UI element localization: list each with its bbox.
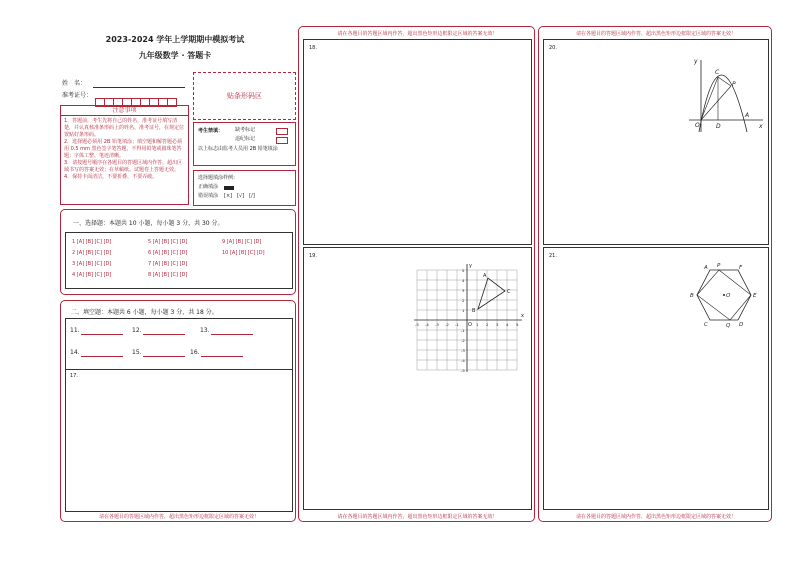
- center-point: [723, 294, 725, 296]
- q19-label: 19.: [309, 253, 317, 259]
- x-tick: 3: [496, 322, 499, 327]
- choice-q2[interactable]: 2 [A] [B] [C] [D]: [72, 250, 112, 256]
- barcode-label: 贴条形码区: [227, 92, 262, 100]
- point-p-label: P: [732, 81, 736, 88]
- fill-q14[interactable]: 14.: [70, 349, 123, 357]
- notice-title: 注意事项: [61, 106, 188, 116]
- x-axis-label: x: [759, 123, 763, 130]
- vertex-d-label: D: [739, 322, 744, 328]
- section2-answer-area: [65, 318, 293, 512]
- triangle-abc: [478, 278, 505, 309]
- y-tick: 2: [462, 298, 465, 303]
- y-axis-label: y: [694, 58, 698, 65]
- violation-mark-label: 违纪标记: [235, 136, 256, 142]
- card-subtitle: 九年级数学 · 答题卡: [138, 51, 212, 60]
- q17-label: 17.: [70, 373, 78, 379]
- q19-answer-area: [303, 247, 532, 510]
- exam-marks-note: 以上标志由监考人员用 2B 铅笔填涂: [198, 146, 278, 152]
- choice-q6[interactable]: 6 [A] [B] [C] [D]: [148, 250, 188, 256]
- fill-example-title: 选择题填涂样例：: [198, 175, 239, 181]
- barcode-area: [193, 72, 296, 120]
- name-line[interactable]: [93, 87, 185, 88]
- absent-mark-label: 缺考标记: [235, 127, 256, 133]
- vertex-c-label: C: [704, 322, 708, 328]
- y-tick: 1: [462, 308, 465, 313]
- y-tick: 5: [462, 268, 465, 273]
- q19-coordinate-grid: [412, 260, 527, 375]
- x-tick: 5: [516, 322, 519, 327]
- x-tick: -1: [455, 322, 459, 327]
- choice-q3[interactable]: 3 [A] [B] [C] [D]: [72, 261, 112, 267]
- line-oc: [701, 77, 718, 120]
- y-tick: 3: [462, 288, 465, 293]
- point-b-label: B: [472, 308, 476, 314]
- point-p-label: P: [717, 263, 721, 269]
- section2-box: [60, 300, 296, 522]
- parabola-curve: [699, 75, 750, 132]
- x-tick: -4: [425, 322, 429, 327]
- origin-label: O: [468, 322, 472, 328]
- q21-answer-area: [543, 247, 769, 510]
- origin-label: O: [695, 122, 700, 129]
- choice-q1[interactable]: 1 [A] [B] [C] [D]: [72, 239, 112, 245]
- y-tick: -1: [461, 328, 465, 333]
- notice-item: 1．答题前，考生先将自己的姓名，准考证号填写清楚，并认真核准条形码上的姓名、准考证号，在规定位置贴好条形码。: [64, 118, 185, 138]
- choice-q9[interactable]: 9 [A] [B] [C] [D]: [222, 239, 262, 245]
- fill-q15[interactable]: 15.: [132, 349, 185, 357]
- y-tick: -3: [461, 348, 465, 353]
- fill-q16[interactable]: 16.: [190, 349, 243, 357]
- point-c-label: C: [715, 69, 720, 76]
- choice-q10[interactable]: 10 [A] [B] [C] [D]: [222, 250, 265, 256]
- exam-marks-box: [193, 122, 296, 166]
- q21-hexagon-figure: [684, 260, 768, 328]
- notice-item: 4．保持卡面清洁，不要折叠、不要弄破。: [64, 174, 158, 180]
- choice-q7[interactable]: 7 [A] [B] [C] [D]: [148, 261, 188, 267]
- area-notice: 请在各题目的答题区域内作答，超出黑色矩形边框限定区域的答案无效！: [337, 514, 498, 520]
- q18-answer-area: [303, 39, 532, 245]
- line-cp: [718, 77, 731, 86]
- area-notice: 请在各题目的答题区域内作答，超出黑色矩形边框限定区域的答案无效！: [98, 514, 259, 520]
- vertex-a-label: A: [704, 265, 708, 271]
- x-tick: -3: [435, 322, 439, 327]
- choice-q5[interactable]: 5 [A] [B] [C] [D]: [148, 239, 188, 245]
- point-a-label: A: [483, 273, 487, 279]
- id-label: 准考证号：: [62, 92, 93, 99]
- vertex-f-label: F: [739, 265, 743, 271]
- area-notice: 请在各题目的答题区域内作答，超出黑色矩形边框限定区域的答案无效！: [337, 31, 498, 37]
- violation-mark-box[interactable]: [276, 137, 288, 144]
- x-tick: 1: [476, 322, 479, 327]
- q17-divider: [66, 369, 292, 370]
- wrong-fill-label: 错误填涂: [198, 193, 219, 199]
- section1-box: [60, 209, 296, 295]
- correct-fill-label: 正确填涂: [198, 184, 219, 190]
- exam-title: 2023-2024 学年上学期期中模拟考试: [105, 35, 245, 44]
- q18-label: 18.: [309, 45, 317, 51]
- vertex-b-label: B: [690, 293, 694, 299]
- name-label: 姓 名：: [62, 80, 87, 87]
- x-tick: -5: [415, 322, 419, 327]
- fill-q12[interactable]: 12.: [132, 327, 185, 335]
- fill-example-box: [193, 170, 296, 206]
- absent-mark-box[interactable]: [276, 128, 288, 135]
- y-axis-label: y: [469, 263, 472, 269]
- fill-q11[interactable]: 11.: [70, 327, 123, 335]
- section2-title: 二、填空题：本题共 6 小题，每小题 3 分，共 18 分。: [71, 309, 218, 316]
- x-tick: 2: [486, 322, 489, 327]
- choice-q8[interactable]: 8 [A] [B] [C] [D]: [148, 272, 188, 278]
- vertex-e-label: E: [753, 293, 757, 299]
- point-c-label: C: [507, 289, 511, 295]
- notice-box: [60, 105, 189, 205]
- fill-q13[interactable]: 13.: [200, 327, 253, 335]
- exam-marks-label: 考生禁填：: [198, 128, 224, 134]
- right-panel: [538, 26, 772, 522]
- area-notice: 请在各题目的答题区域内作答，超出黑色矩形边框限定区域的答案无效！: [575, 514, 736, 520]
- notice-item: 2．选择题必须用 2B 铅笔填涂；填空题和解答题必须用 0.5 mm 黑色签字笔答题，不得用铅笔或圆珠笔答题；字体工整、笔迹清晰。: [64, 139, 182, 159]
- area-notice: 请在各题目的答题区域内作答，超出黑色矩形边框限定区域的答案无效！: [575, 31, 736, 37]
- x-tick: 4: [506, 322, 509, 327]
- x-axis-label: x: [521, 313, 524, 319]
- section1-title: 一、选择题：本题共 10 小题，每小题 3 分，共 30 分。: [73, 220, 224, 227]
- x-tick: -2: [445, 322, 449, 327]
- q20-parabola-graph: [687, 56, 767, 134]
- center-o-label: O: [726, 293, 731, 299]
- q20-label: 20.: [549, 45, 557, 51]
- notice-item: 3．请按题号顺序在各题目的答题区域内作答，超出区域书写的答案无效；在草稿纸、试题卷上答题无效。: [64, 160, 183, 173]
- y-tick: 4: [462, 278, 465, 283]
- point-a-label: A: [745, 112, 750, 119]
- choice-q4[interactable]: 4 [A] [B] [C] [D]: [72, 272, 112, 278]
- wrong-fill-samples: [×] [√] [/]: [224, 193, 255, 199]
- y-tick: -5: [461, 368, 465, 373]
- point-q-label: Q: [726, 323, 731, 328]
- q20-answer-area: [543, 39, 769, 245]
- middle-panel: [298, 26, 535, 522]
- y-tick: -2: [461, 338, 465, 343]
- y-tick: -4: [461, 358, 465, 363]
- choice-grid: [65, 232, 293, 289]
- correct-fill-sample: [224, 186, 234, 190]
- q21-label: 21.: [549, 253, 557, 259]
- point-d-label: D: [716, 123, 721, 130]
